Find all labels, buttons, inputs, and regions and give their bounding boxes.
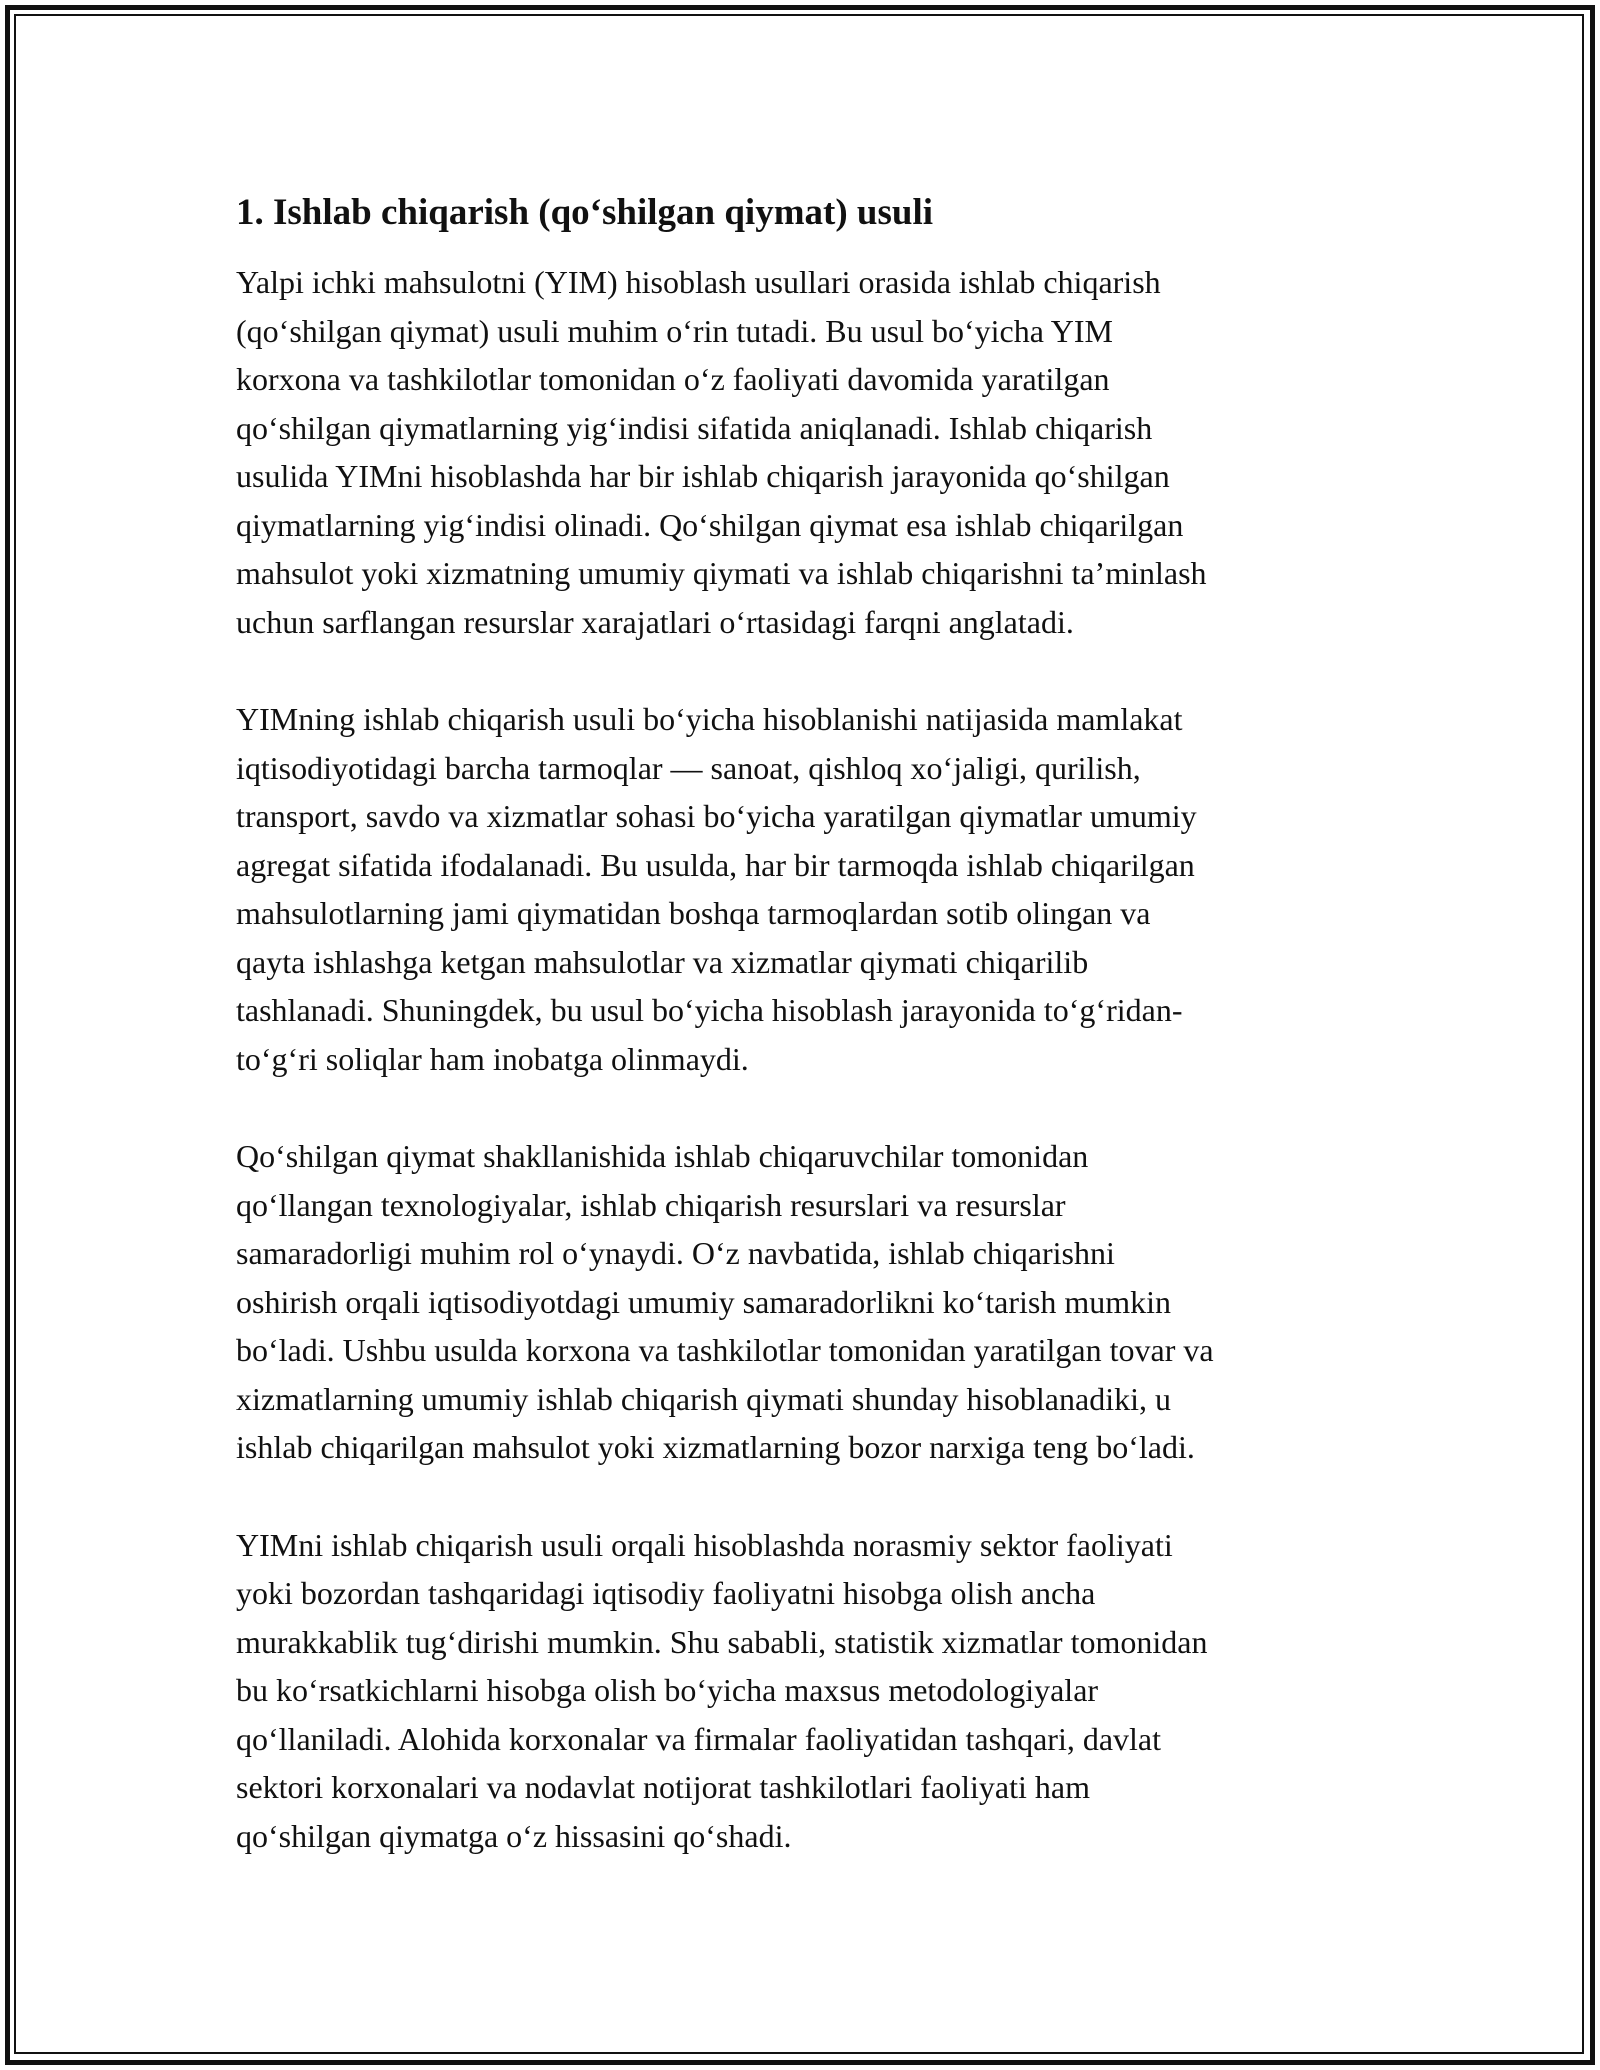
paragraph-1: Yalpi ichki mahsulotni (YIM) hisoblash usullari orasida ishlab chiqarish (qo‘shilgan qiymat) usuli muhim o‘rin tutadi. Bu usul bo‘yicha YIM korxona va tashkilotlar tomonidan o‘z faoliyati davomida yaratilgan qo‘shilgan qiymatlarning yig‘indisi sifatida aniqlanadi. Ishlab chiqarish usulida YIMni hisoblashda har bir ishlab chiqarish jarayonida qo‘shilgan qiymatlarning yig‘indisi olinadi. Qo‘shilgan qiymat esa ishlab chiqarilgan mahsulot yoki xizmatning umumiy qiymati va ishlab chiqarishni ta’minlash uchun sarflangan resurslar xarajatlari o‘rtasidagi farqni anglatadi. (236, 264, 1207, 640)
paragraph-3: Qo‘shilgan qiymat shakllanishida ishlab chiqaruvchilar tomonidan qo‘llangan texnologiyalar, ishlab chiqarish resurslari va resurslar samaradorligi muhim rol o‘ynaydi. O‘z navbatida, ishlab chiqarishni oshirish orqali iqtisodiyotdagi umumiy samaradorlikni ko‘tarish mumkin bo‘ladi. Ushbu usulda korxona va tashkilotlar tomonidan yaratilgan tovar va xizmatlarning umumiy ishlab chiqarish qiymati shunday hisoblanadiki, u ishlab chiqarilgan mahsulot yoki xizmatlarning bozor narxiga teng bo‘ladi. (236, 1138, 1214, 1465)
paragraph-2: YIMning ishlab chiqarish usuli bo‘yicha hisoblanishi natijasida mamlakat iqtisodiyotidagi barcha tarmoqlar — sanoat, qishloq xo‘jaligi, qurilish, transport, savdo va xizmatlar sohasi bo‘yicha yaratilgan qiymatlar umumiy agregat sifatida ifodalanadi. Bu usulda, har bir tarmoqda ishlab chiqarilgan mahsulotlarning jami qiymatidan boshqa tarmoqlardan sotib olingan va qayta ishlashga ketgan mahsulotlar va xizmatlar qiymati chiqarilib tashlanadi. Shuningdek, bu usul bo‘yicha hisoblash jarayonida to‘g‘ridan- to‘g‘ri soliqlar ham inobatga olinmaydi. (236, 701, 1197, 1077)
section-heading: 1. Ishlab chiqarish (qo‘shilgan qiymat) usuli (236, 192, 934, 233)
paragraph-4: YIMni ishlab chiqarish usuli orqali hisoblashda norasmiy sektor faoliyati yoki bozordan tashqaridagi iqtisodiy faoliyatni hisobga olish ancha murakkablik tug‘dirishi mumkin. Shu sababli, statistik xizmatlar tomonidan bu ko‘rsatkichlarni hisobga olish bo‘yicha maxsus metodologiyalar qo‘llaniladi. Alohida korxonalar va firmalar faoliyatidan tashqari, davlat sektori korxonalari va nodavlat notijorat tashkilotlari faoliyati ham qo‘shilgan qiymatga o‘z hissasini qo‘shadi. (236, 1526, 1208, 1854)
document-body (236, 186, 1360, 1909)
